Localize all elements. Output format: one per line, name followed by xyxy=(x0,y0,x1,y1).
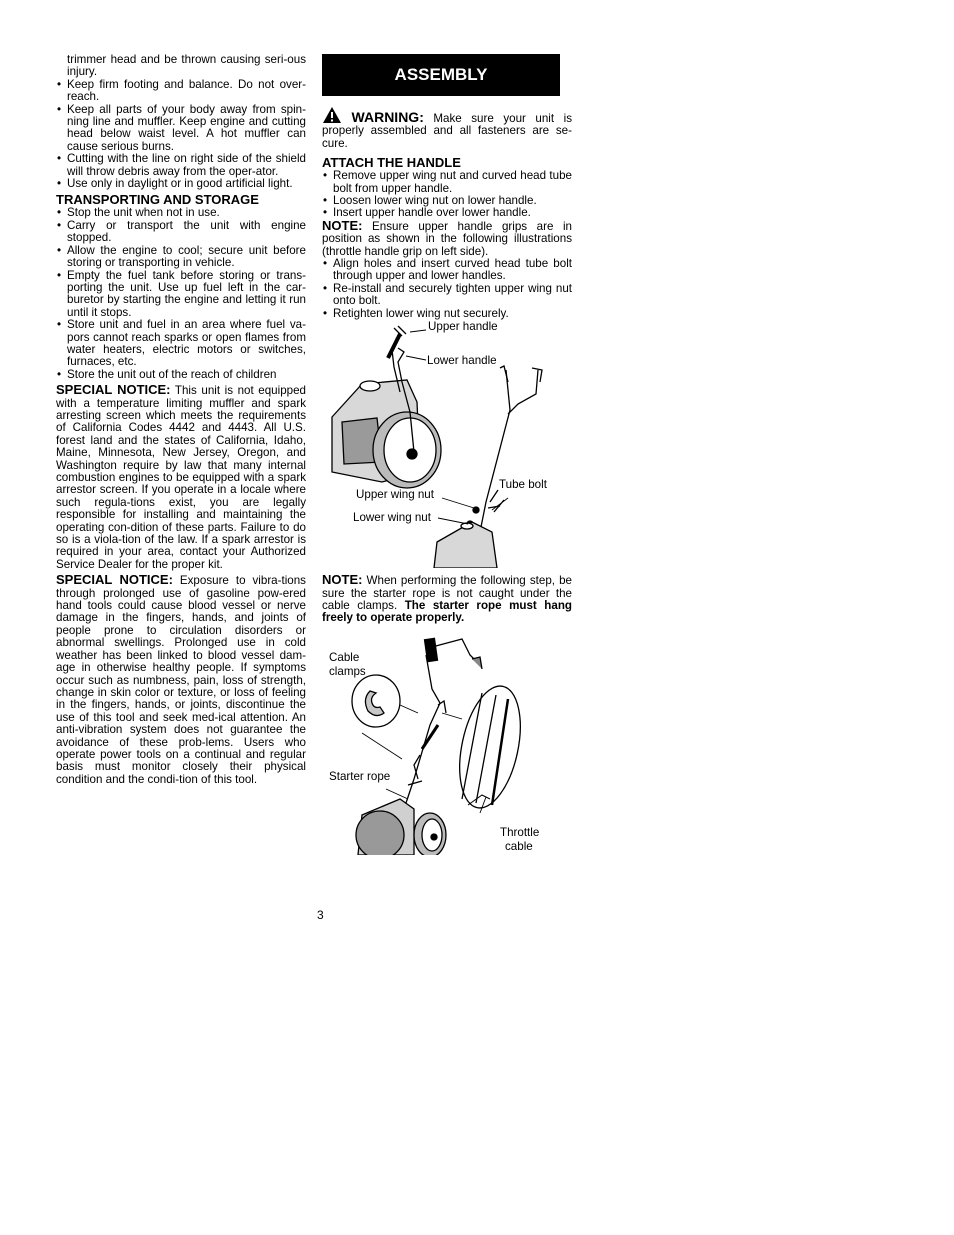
label-upper-handle: Upper handle xyxy=(428,320,498,334)
special-notice-text: Exposure to vibra-tions through prolonged use of gasoline pow-ered hand tools could cause blood vessel or nerve damage in the fingers, hands, and joints of people prone to circulation disorders or abnormal swellings. Prolonged use in cold weather has been linked to blood vessel dam-age in otherwise healthy people. If symptoms occur such as numbness, pain, loss of strength, change in skin color or texture, or loss of feeling in the fingers, hands, or joints, discontinue the use of this tool and seek med-ical attention. An anti-vibration system does not guarantee the avoidance of these prob-lems. Users who operate power tools on a continual and regular basis must monitor closely their physical condition and the condi-tion of this tool. xyxy=(56,574,306,786)
attach-handle-heading: ATTACH THE HANDLE xyxy=(322,155,461,171)
handle-assembly-figure xyxy=(322,322,572,568)
assembly-banner xyxy=(322,54,560,96)
label-throttle-cable-2: cable xyxy=(505,839,533,853)
right-column xyxy=(322,54,572,855)
list-item: • Retighten lower wing nut securely. xyxy=(322,308,572,320)
cable-clamps-illustration xyxy=(322,629,572,855)
warning-label: WARNING: xyxy=(351,109,424,125)
list-item: • Keep firm footing and balance. Do not over-reach. xyxy=(56,79,306,104)
list-item: • Re-install and securely tighten upper wing nut onto bolt. xyxy=(322,283,572,308)
note-starter-rope xyxy=(322,574,572,625)
special-notice-label: SPECIAL NOTICE: xyxy=(56,382,171,398)
special-notice-vibration xyxy=(56,574,306,786)
note-bold-text: The starter rope must hang freely to operate properly. xyxy=(322,598,572,625)
special-notice-label: SPECIAL NOTICE: xyxy=(56,572,173,588)
note-text: Ensure upper handle grips are in position as shown in the following illustrations (throttle handle grip on left side). xyxy=(322,219,572,258)
list-item: • Allow the engine to cool; secure unit before storing or transporting in vehicle. xyxy=(56,245,306,270)
safety-bullet-list xyxy=(56,79,306,191)
label-lower-wing-nut: Lower wing nut xyxy=(353,511,431,525)
continued-bullet-text: trimmer head and be thrown causing seri-ous injury. xyxy=(67,53,306,79)
warning-triangle-icon xyxy=(322,106,342,124)
note-text: When performing the following step, be sure the starter rope is not caught under the cable clamps. xyxy=(322,574,572,612)
transport-bullet-list xyxy=(56,207,306,381)
label-starter-rope: Starter rope xyxy=(329,769,391,783)
list-item: • Stop the unit when not in use. xyxy=(56,207,306,219)
transport-heading: TRANSPORTING AND STORAGE xyxy=(56,192,259,208)
attach-bullet-list xyxy=(322,170,572,220)
warning-text: Make sure your unit is properly assembled and all fasteners are se-cure. xyxy=(322,112,572,150)
assembly-title: ASSEMBLY xyxy=(394,64,488,84)
label-throttle-cable-1: Throttle xyxy=(500,825,540,839)
list-item: • Keep all parts of your body away from spin-ning line and muffler. Keep engine and cutting head below waist level. A hot muffler can cause serious burns. xyxy=(56,104,306,154)
warning-paragraph xyxy=(322,106,572,150)
list-item: • Use only in daylight or in good artificial light. xyxy=(56,178,306,190)
list-item: • Cutting with the line on right side of the shield will throw debris away from the oper-ator. xyxy=(56,153,306,178)
left-column xyxy=(56,54,306,786)
list-item: • Empty the fuel tank before storing or trans-porting the unit. Use up fuel left in the car-buretor by starting the engine and letting it run until it stops. xyxy=(56,270,306,320)
cable-clamps-figure xyxy=(322,629,572,855)
special-notice-spark-arrestor xyxy=(56,384,306,571)
page-number: 3 xyxy=(317,908,324,922)
special-notice-text: This unit is not equipped with a temperature limiting muffler and spark arresting screen which meets the requirements of California Codes 4442 and 4443. All U.S. forest land and the states of California, Idaho, Maine, Minnesota, New Jersey, Oregon, and Washington require by law that many internal combustion engines to be equipped with a spark arrestor screen. If you operate in a locale where such regula-tions exist, you are legally responsible for installing and maintaining the operating con-dition of these parts. Failure to do so is a viola-tion of the law. If a spark arrestor is required in your area, contact your Authorized Service Dealer for the proper kit. xyxy=(56,384,306,571)
note-label: NOTE: xyxy=(322,217,363,233)
note-grips xyxy=(322,217,572,258)
label-tube-bolt: Tube bolt xyxy=(499,478,547,492)
list-item: • Store the unit out of the reach of children xyxy=(56,369,306,381)
list-item: • Insert upper handle over lower handle. xyxy=(322,207,572,219)
label-cable-clamps-1: Cable xyxy=(329,650,360,664)
label-cable-clamps-2: clamps xyxy=(329,664,366,678)
list-item: • Align holes and insert curved head tube bolt through upper and lower handles. xyxy=(322,258,572,283)
label-upper-wing-nut: Upper wing nut xyxy=(356,488,434,502)
list-item: • Store unit and fuel in an area where fuel va-pors cannot reach sparks or open flames from water heaters, electric motors or switches, furnaces, etc. xyxy=(56,319,306,369)
list-item: • Remove upper wing nut and curved head tube bolt from upper handle. xyxy=(322,170,572,195)
list-item: • Loosen lower wing nut on lower handle. xyxy=(322,195,572,207)
attach-bullet-list-2 xyxy=(322,258,572,320)
note-label: NOTE: xyxy=(322,572,363,588)
label-lower-handle: Lower handle xyxy=(427,354,497,368)
list-item: • Carry or transport the unit with engine stopped. xyxy=(56,220,306,245)
